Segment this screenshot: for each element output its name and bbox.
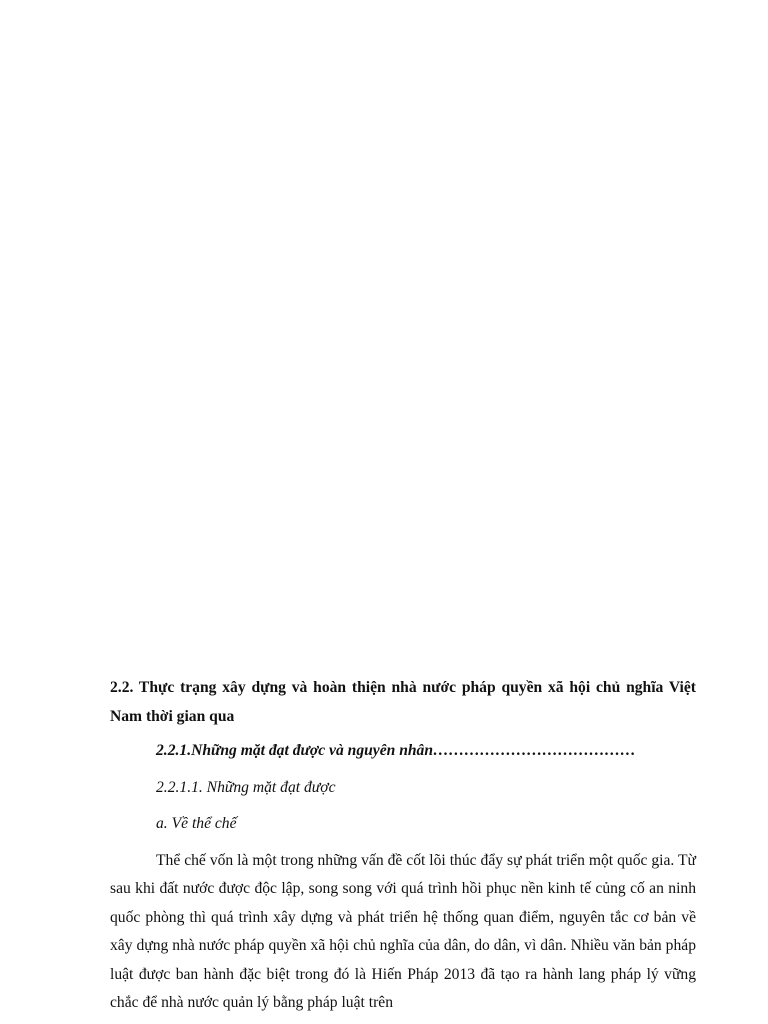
- section-heading-2-2: 2.2. Thực trạng xây dựng và hoàn thiện nhà nước pháp quyền xã hội chủ nghĩa Việt Nam thời gian qua: [110, 679, 696, 725]
- item-heading-a: a. Về thể chế: [156, 815, 237, 832]
- subsection-heading-2-2-1-1: 2.2.1.1. Những mặt đạt được: [156, 778, 336, 796]
- body-paragraph: Thể chế vốn là một trong những vấn đề cốt lõi thúc đẩy sự phát triển một quốc gia. Từ sau khi đất nước được độc lập, song song với quá trình hồi phục nền kinh tế củng cố an ninh quốc phòng thì quá trình xây dựng và phát triển hệ thống quan điểm, nguyên tắc cơ bản về xây dựng nhà nước pháp quyền xã hội chủ nghĩa của dân, do dân, vì dân. Nhiều văn bản pháp luật được ban hành đặc biệt trong đó là Hiến Pháp 2013 đã tạo ra hành lang pháp lý vững chắc để nhà nước quản lý bằng pháp luật trên: [110, 851, 696, 1011]
- document-body: [110, 674, 696, 1018]
- subsection-heading-2-2-1: 2.2.1.Những mặt đạt được và nguyên nhân…………………………………: [156, 742, 636, 759]
